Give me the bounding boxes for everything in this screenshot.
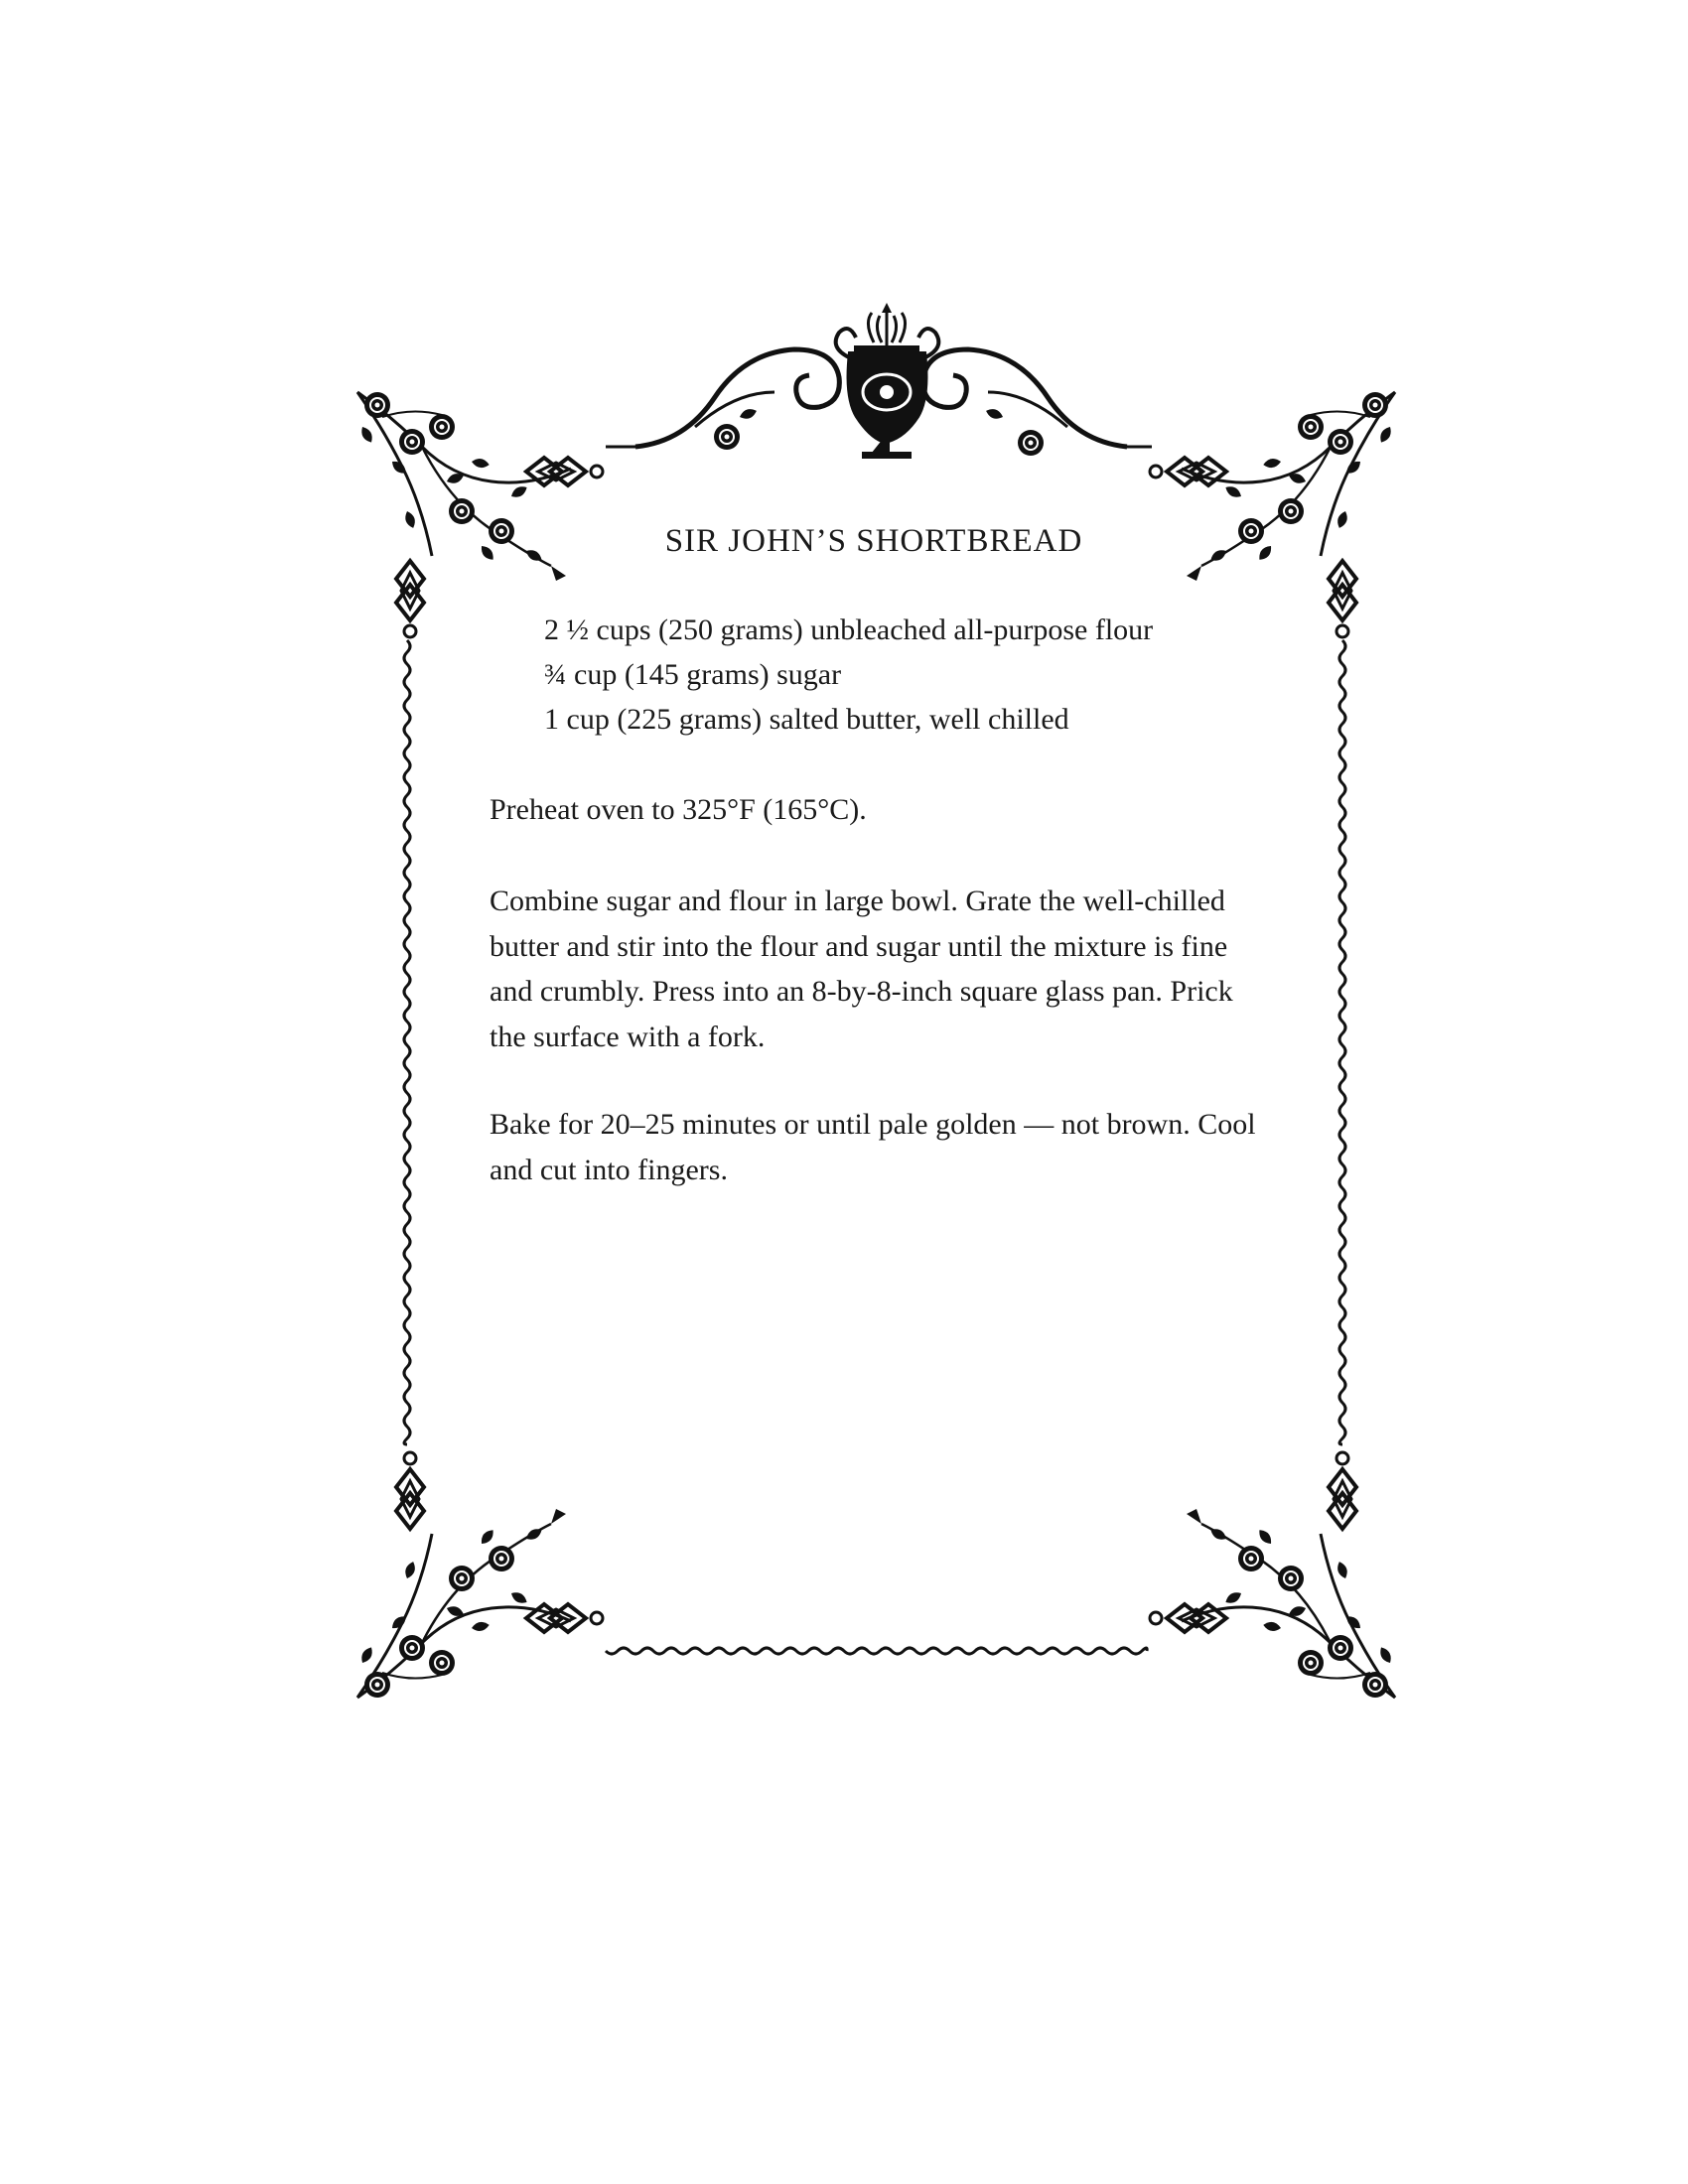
wavy-border-bottom bbox=[606, 1648, 1147, 1654]
ingredient-item: ¾ cup (145 grams) sugar bbox=[544, 658, 842, 691]
corner-ornament-top-right bbox=[1150, 392, 1395, 637]
urn-ornament bbox=[635, 303, 1127, 459]
ingredient-item: 1 cup (225 grams) salted butter, well chilled bbox=[544, 703, 1069, 736]
ingredient-item: 2 ½ cups (250 grams) unbleached all-purpose flour bbox=[544, 614, 1154, 646]
corner-ornament-bottom-right bbox=[1150, 1452, 1395, 1698]
instruction-step: Combine sugar and flour in large bowl. Grate the well-chilled butter and stir into the flour and sugar until the mixture is fine and crumbly. Press into an 8-by-8-inch square glass pan. Prick the surface with a fork. bbox=[490, 885, 1233, 1053]
instruction-step: Bake for 20–25 minutes or until pale golden — not brown. Cool and cut into fingers. bbox=[490, 1108, 1256, 1186]
instruction-step: Preheat oven to 325°F (165°C). bbox=[490, 793, 867, 826]
wavy-border-right bbox=[1339, 640, 1345, 1444]
ingredient-list bbox=[544, 608, 1153, 742]
corner-ornament-bottom-left bbox=[357, 1452, 603, 1698]
recipe-title: SIR JOHN’S SHORTBREAD bbox=[664, 523, 1083, 559]
wavy-border-left bbox=[404, 640, 410, 1444]
corner-ornament-top-left bbox=[357, 392, 603, 637]
